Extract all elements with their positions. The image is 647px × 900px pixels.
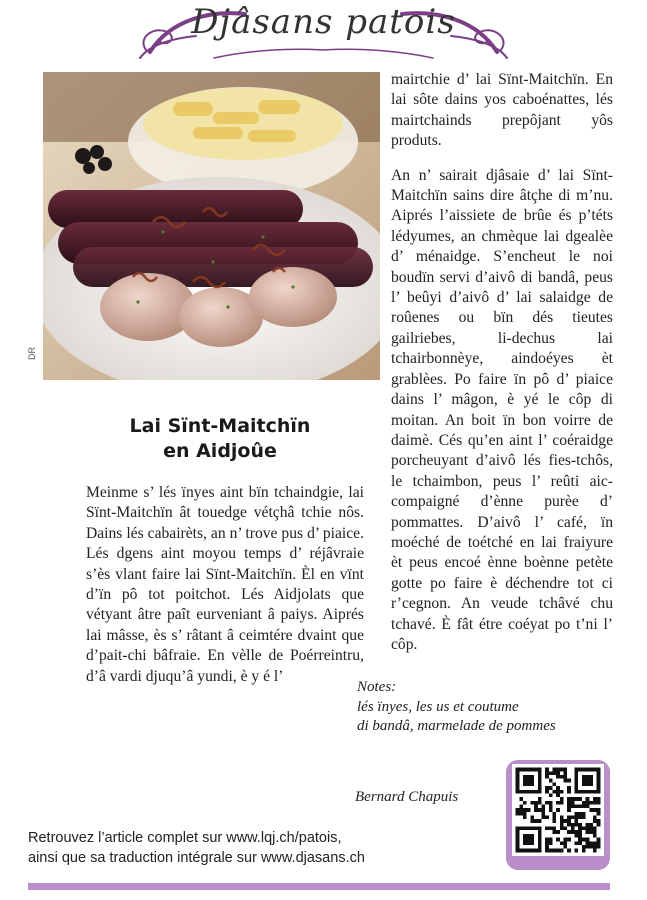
notes-label: Notes: [357,679,397,695]
section-title: Djâsans patois [191,2,456,42]
page-header [0,0,647,70]
qr-code-icon [512,764,604,856]
article-body-left-column [86,483,364,687]
article-photo [43,72,380,380]
author-signature: Bernard Chapuis [355,789,459,805]
footer-divider [28,883,610,890]
footer-line: Retrouvez l’article complet sur www.lqj.ch/patois, [28,830,342,846]
article-body-right-column [391,70,613,655]
article-paragraph: mairtchie d’ lai Sïnt-Maitchïn. En lai sôte dains yos caboénattes, lés mairtchainds prepôjant yôs produts. [391,71,613,150]
notes-line: lés ïnyes, les us et coutume [357,698,519,715]
qr-code[interactable] [506,760,610,870]
footer-text [28,828,488,868]
sausage-plate-illustration [43,72,380,380]
article-title [100,414,340,464]
article-paragraph: Meinme s’ lés ïnyes aint bïn tchaindgie, lai Sïnt-Maitchïn ât touedge vétçhâ tchie nôs. Dains lés cabairèts, an n’ trove pus d’ piaice. Lés dgens aint moyou temps d’ réjâvraie s’ès vlant faire lai Sïnt-Maitchïn. Èl en vïnt d’ïn pô tot poitchot. Lés Aidjolats que vétyant âtre paît eurveniant â paiys. Aiprés lai mâsse, ès s’ râtant â ceimtére dvaint que d’pait-chi bâfraie. En vèlle de Poérreintru, d’â vardi djuqu’â yundi, è y é l’ [86,484,364,685]
notes-block [357,678,617,737]
article-title-line: en Aidjoûe [163,440,277,462]
article-paragraph: An n’ sairait djâsaie d’ lai Sïnt-Maitchïn sains dire âtçhe di m’nu. Aiprés l’aissiete de brûe és p’téts lédyumes, an chmèque lai dgealèe d’ ménaidge. S’encheut le noi boudïn servi d’aivô di bandâ, peus l’ beûyi d’aivô d’ lai salaidge de roûenes ou bïn dés tieutes gailriebes, li-dechus lai tchairbonnèye, aindoéyes èt grablèes. Po faire ïn pô d’ piaice dains l’ mâgon, è yé le côp di moitan. An boit ïn bon voirre de daimè. Cés qu’en aint l’ coéraidge porcheuyant d’aivô lés fies-tchôs, le tchaimbon, peus l’ reûti aic-compaigné d’ènne purèe d’ pommattes. D’aivô l’ café, ïn moéché de toétché en lai fraiyure èt peus encoé ènne boènne petète gotte po faire è déchendre tot ci r’cegnon. An veude tchâvé chu tchavé. È fât étre coéyat po t’ni l’ côp. [391,166,613,653]
photo-credit: DR [27,347,37,360]
article-title-line: Lai Sïnt-Maitchïn [129,415,311,437]
notes-line: di bandâ, marmelade de pommes [357,718,556,734]
footer-line: ainsi que sa traduction intégrale sur www.djasans.ch [28,850,365,866]
